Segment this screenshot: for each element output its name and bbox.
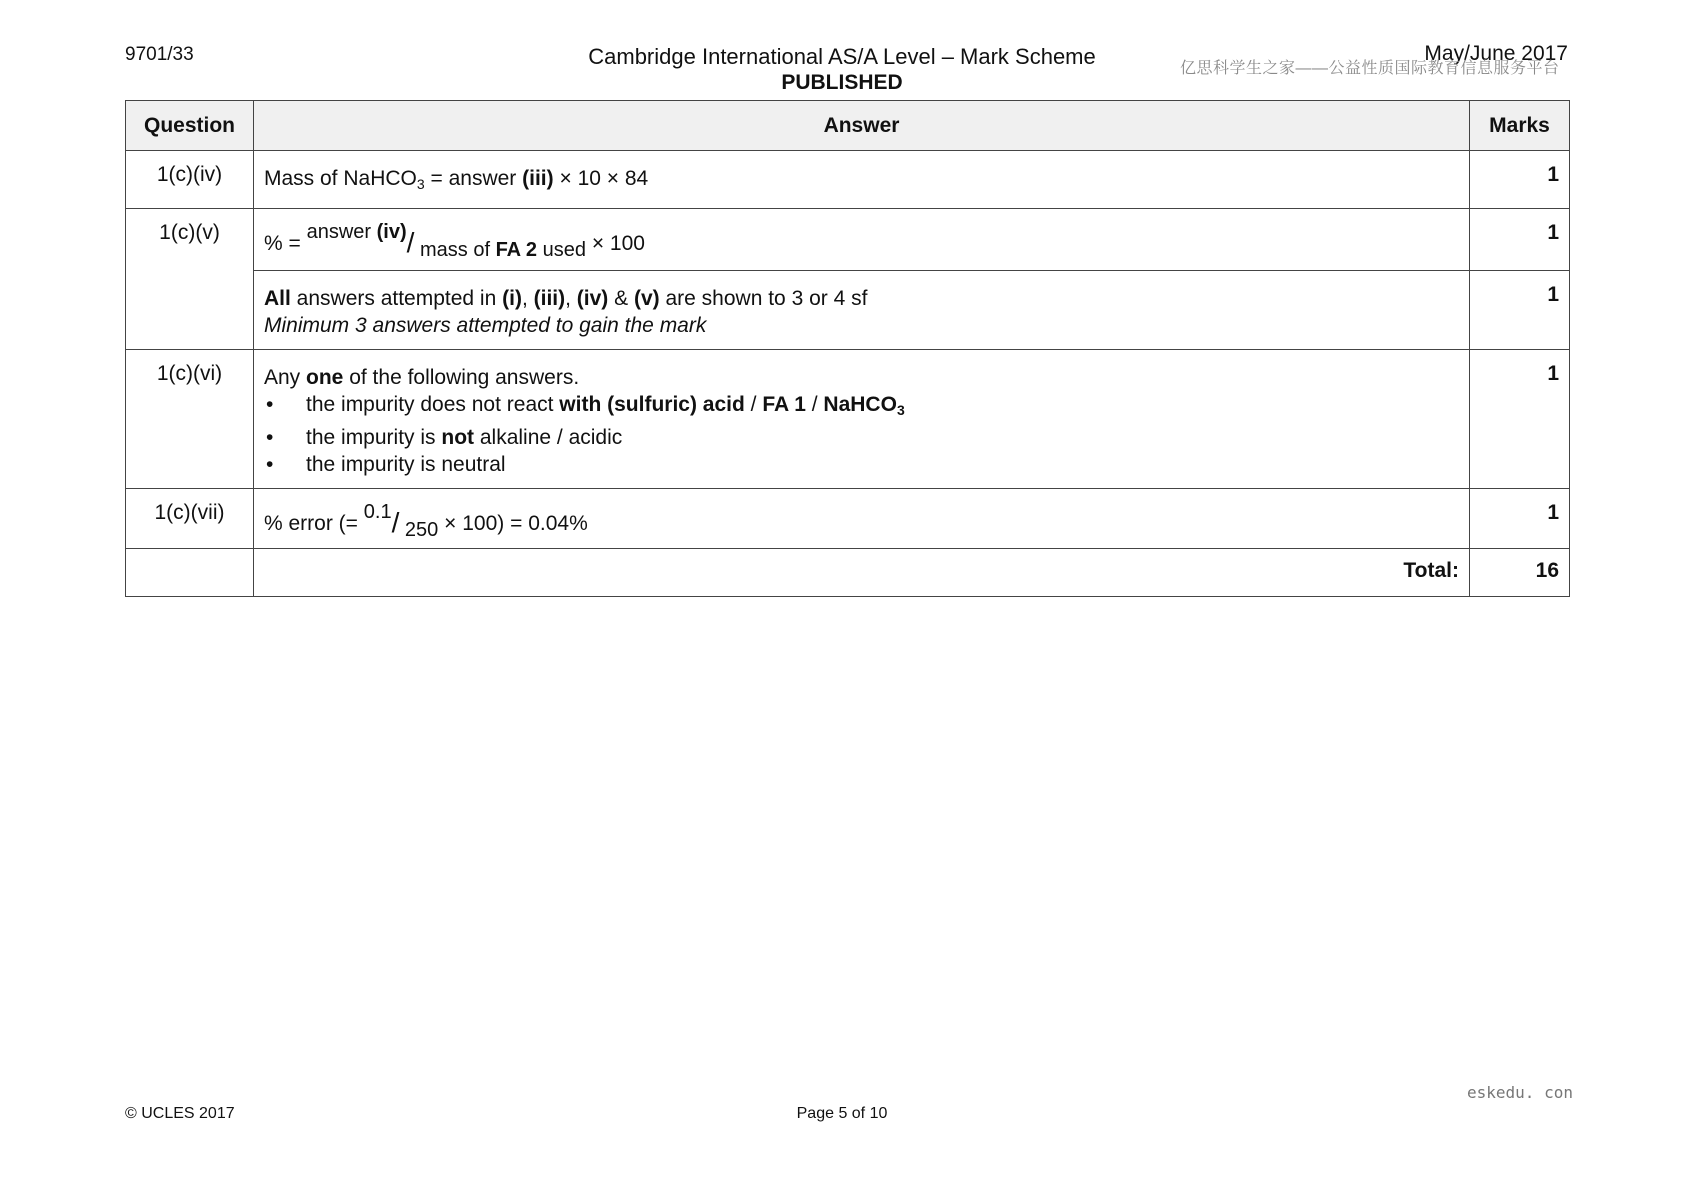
answer-text: × 10 × 84 [553,167,649,190]
exam-session: May/June 2017 [1424,42,1568,65]
answer-cell [254,209,1470,271]
list-item: • the impurity is not alkaline / acidic [264,424,1459,451]
question-cell: 1(c)(vi) [126,350,254,489]
answer-text: Mass of NaHCO [264,167,417,190]
marks-cell: 1 [1470,271,1570,350]
table-row [126,489,1570,549]
header-marks: Marks [1470,101,1570,151]
marks-cell: 1 [1470,209,1570,271]
fraction-numerator: answer (iv) [306,221,407,243]
header-question: Question [126,101,254,151]
total-label: Total: [254,549,1470,597]
answer-bullet-list [264,391,1459,478]
subscript: 3 [416,176,425,192]
marks-cell: 1 [1470,350,1570,489]
answer-intro: Any one of the following answers. [264,366,580,389]
table-row [126,271,1570,350]
paper-code: 9701/33 [125,44,194,65]
answer-cell: % error (= 0.1/ 250 × 100) = 0.04% [254,489,1470,549]
answer-text: % = [264,232,307,255]
answer-text: = answer [424,167,523,190]
table-row [126,151,1570,209]
total-row [126,549,1570,597]
list-item: • the impurity does not react with (sulfuric) acid / FA 1 / NaHCO$_3$ [264,391,1459,424]
published-label: PUBLISHED [781,71,903,94]
question-cell: 1(c)(v) [126,209,254,350]
list-item: • the impurity is neutral [264,451,1459,478]
empty-cell [126,549,254,597]
answer-text: × 100 [586,232,645,255]
answer-note: Minimum 3 answers attempted to gain the mark [264,314,707,337]
copyright: © UCLES 2017 [125,1105,235,1122]
title-text: Cambridge International AS/A Level – Mark Scheme [588,44,1096,69]
answer-cell: All answers attempted in (i), (iii), (iv) & (v) are shown to 3 or 4 sf Minimum 3 answers attempted to gain the mark [254,271,1470,350]
watermark-text: 亿思科学生之家——公益性质国际教育信息服务平台 [1180,60,1560,77]
table-header-row [126,101,1570,151]
total-value: 16 [1470,549,1570,597]
fraction-slash: / [406,227,415,258]
question-cell: 1(c)(vii) [126,489,254,549]
answer-cell [254,151,1470,209]
table-row [126,209,1570,271]
fraction-slash: / [391,507,400,538]
marks-cell: 1 [1470,151,1570,209]
fraction-denominator: 250 [399,519,439,541]
header-answer: Answer [254,101,1470,151]
mark-scheme-table [125,100,1570,597]
footer-watermark: eskedu. con [1467,1083,1573,1102]
answer-cell [254,350,1470,489]
answer-bold: (iii) [522,167,554,190]
table-row [126,350,1570,489]
page-number: Page 5 of 10 [796,1105,888,1122]
question-cell: 1(c)(iv) [126,151,254,209]
fraction-numerator: 0.1 [363,501,392,523]
marks-cell: 1 [1470,489,1570,549]
fraction-denominator: mass of FA 2 used [414,239,586,261]
